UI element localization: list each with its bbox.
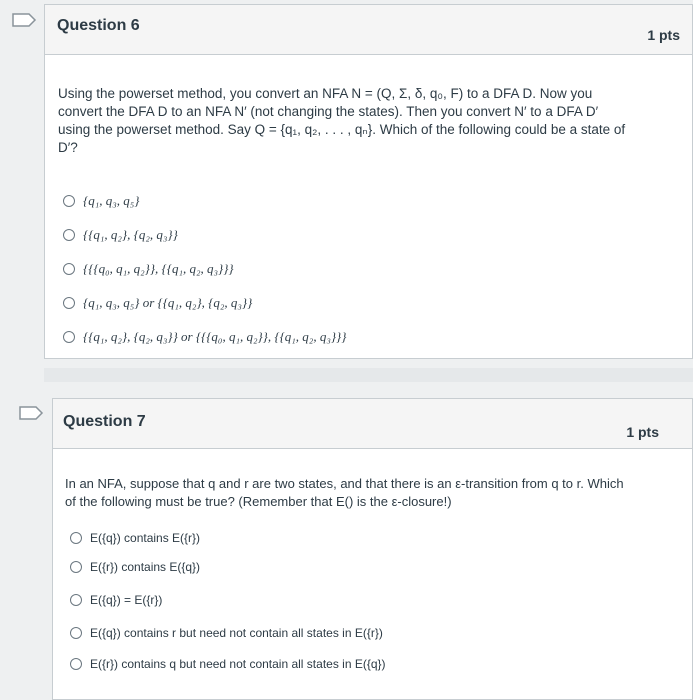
radio-button[interactable] [70, 627, 82, 639]
question-6-text-line: convert the DFA D to an NFA N′ (not changing the states). Then you convert N′ to a DFA D′ [58, 104, 599, 119]
question-7-title: Question 7 [63, 413, 146, 430]
option-label: {{{q₀, q₁, q₂}}, {{q₁, q₂, q₃}}} [83, 261, 234, 276]
option-label: {q₁, q₃, q₅} [83, 193, 140, 208]
question-7-card [52, 398, 693, 700]
question-7-text-line: of the following must be true? (Remember that E() is the ε-closure!) [65, 494, 452, 509]
radio-button[interactable] [63, 195, 75, 207]
question-6-option-1[interactable] [63, 193, 139, 209]
question-6-title: Question 6 [57, 17, 140, 34]
option-label: {{q₁, q₂}, {q₂, q₃}} or {{{q₀, q₁, q₂}}, {{q₁, q₂, q₃}}} [83, 329, 347, 344]
question-7-option-3[interactable] [70, 593, 162, 607]
radio-button[interactable] [63, 229, 75, 241]
question-6-text-line: using the powerset method. Say Q = {q₁, q₂, . . . , qₙ}. Which of the following could be a state of [58, 122, 626, 137]
option-label: {q₁, q₃, q₅} or {{q₁, q₂}, {q₂, q₃}} [83, 295, 253, 310]
question-6-text-line: D′? [58, 140, 78, 155]
question-6-points: 1 pts [647, 27, 680, 43]
question-6-option-5[interactable] [63, 329, 346, 345]
option-label: E({q}) contains r but need not contain all states in E({r}) [90, 626, 383, 640]
question-7-text [65, 475, 685, 511]
question-6-option-3[interactable] [63, 261, 234, 277]
option-label: E({r}) contains q but need not contain all states in E({q}) [90, 657, 386, 671]
option-label: E({q}) = E({r}) [90, 593, 163, 607]
question-7-option-5[interactable] [70, 657, 386, 671]
question-7-header [53, 399, 692, 449]
question-7-option-2[interactable] [70, 560, 200, 574]
radio-button[interactable] [63, 331, 75, 343]
question-7-points: 1 pts [626, 424, 659, 440]
question-6-card [44, 4, 693, 359]
radio-button[interactable] [70, 658, 82, 670]
question-7-option-1[interactable] [70, 531, 200, 545]
option-label: E({q}) contains E({r}) [90, 531, 201, 545]
radio-button[interactable] [70, 561, 82, 573]
flag-icon[interactable] [15, 403, 49, 423]
question-6-option-2[interactable] [63, 227, 178, 243]
radio-button[interactable] [70, 594, 82, 606]
flag-icon[interactable] [8, 10, 42, 30]
radio-button[interactable] [63, 263, 75, 275]
question-6-text-line: Using the powerset method, you convert an NFA N = (Q, Σ, δ, q₀, F) to a DFA D. Now you [58, 86, 593, 101]
radio-button[interactable] [70, 532, 82, 544]
option-label: E({r}) contains E({q}) [90, 560, 201, 574]
question-6-option-4[interactable] [63, 295, 252, 311]
question-7-option-4[interactable] [70, 626, 383, 640]
radio-button[interactable] [63, 297, 75, 309]
question-separator [44, 368, 693, 382]
question-6-text [58, 85, 688, 157]
question-6-header [45, 5, 692, 55]
question-7-text-line: In an NFA, suppose that q and r are two states, and that there is an ε-transition from q to r. Which [65, 476, 624, 491]
option-label: {{q₁, q₂}, {q₂, q₃}} [83, 227, 178, 242]
